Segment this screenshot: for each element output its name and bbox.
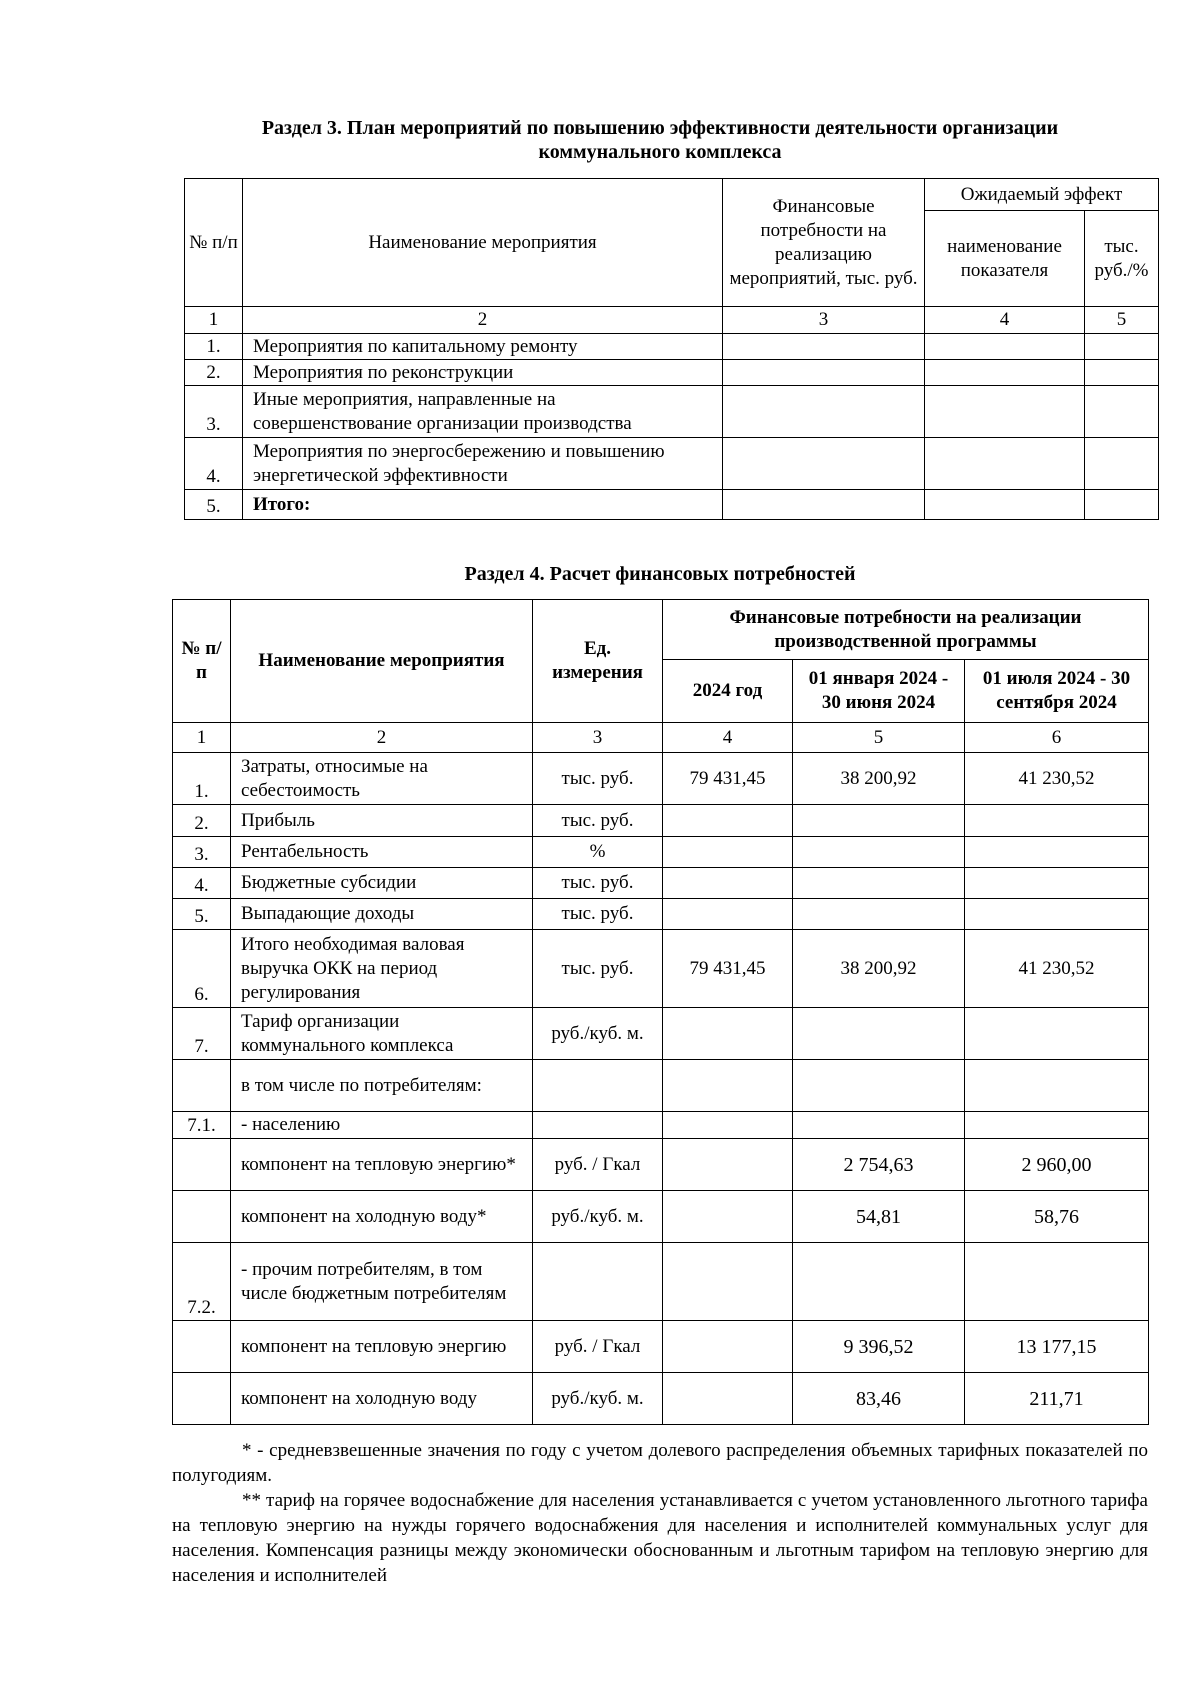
row-unit [533, 1112, 663, 1139]
row-period2-value [965, 837, 1149, 868]
empty-cell [925, 386, 1085, 438]
row-year-value [663, 1321, 793, 1373]
row-unit: тыс. руб. [533, 805, 663, 837]
table-row [185, 360, 1159, 386]
row-name: - прочим потребителям, в том числе бюджетным потребителям [231, 1243, 533, 1321]
row-unit: руб. / Гкал [533, 1321, 663, 1373]
row-name: Прибыль [231, 805, 533, 837]
section3-title-line1: Раздел 3. План мероприятий по повышению эффективности деятельности организации [261, 117, 1059, 139]
empty-cell [925, 438, 1085, 490]
row-name: Мероприятия по капитальному ремонту [243, 334, 723, 360]
row-name: Мероприятия по энергосбережению и повышению энергетической эффективности [243, 438, 723, 490]
s3-header-effect-name: наименование показателя [925, 211, 1085, 307]
table-row [173, 930, 1149, 1008]
s4-colnum: 5 [793, 723, 965, 753]
s3-colnum: 4 [925, 307, 1085, 334]
s4-header-unit: Ед. измерения [533, 600, 663, 723]
row-number [173, 1060, 231, 1112]
row-unit [533, 1243, 663, 1321]
row-number: 1. [173, 753, 231, 805]
table-row [173, 868, 1149, 899]
row-number: 3. [185, 386, 243, 438]
row-number [173, 1191, 231, 1243]
s4-colnum: 3 [533, 723, 663, 753]
row-year-value [663, 1139, 793, 1191]
empty-cell [925, 334, 1085, 360]
row-period1-value [793, 1060, 965, 1112]
table-row [185, 334, 1159, 360]
table-row [173, 837, 1149, 868]
row-period2-value [965, 1243, 1149, 1321]
empty-cell [723, 386, 925, 438]
table-row [185, 386, 1159, 438]
row-period1-value [793, 899, 965, 930]
row-unit: % [533, 837, 663, 868]
table-row [173, 753, 1149, 805]
row-period1-value: 54,81 [793, 1191, 965, 1243]
s4-header-year: 2024 год [663, 660, 793, 723]
row-name: Бюджетные субсидии [231, 868, 533, 899]
empty-cell [1085, 386, 1159, 438]
empty-cell [723, 334, 925, 360]
row-year-value [663, 868, 793, 899]
row-name: компонент на холодную воду* [231, 1191, 533, 1243]
row-period2-value: 41 230,52 [965, 753, 1149, 805]
row-name: Тариф организации коммунального комплекса [231, 1008, 533, 1060]
section4-table [172, 599, 1149, 1425]
footnotes [172, 1438, 1148, 1588]
s3-colnum: 3 [723, 307, 925, 334]
empty-cell [925, 490, 1085, 520]
s3-header-effect: Ожидаемый эффект [925, 179, 1159, 211]
table-row [173, 899, 1149, 930]
row-unit: руб./куб. м. [533, 1373, 663, 1425]
row-number: 2. [173, 805, 231, 837]
s3-header-effect-value: тыс. руб./% [1085, 211, 1159, 307]
row-number: 3. [173, 837, 231, 868]
row-name: в том числе по потребителям: [231, 1060, 533, 1112]
row-year-value [663, 837, 793, 868]
s4-column-numbers [173, 723, 1149, 753]
row-number: 5. [185, 490, 243, 520]
row-unit: тыс. руб. [533, 753, 663, 805]
table-row [173, 1060, 1149, 1112]
row-number: 7.2. [173, 1243, 231, 1321]
row-period2-value: 13 177,15 [965, 1321, 1149, 1373]
table-row [173, 1321, 1149, 1373]
footnote-1: * - средневзвешенные значения по году с учетом долевого распределения объемных тарифных показателей по полугодиям. [172, 1440, 1148, 1486]
empty-cell [723, 360, 925, 386]
s3-header-name: Наименование мероприятия [243, 179, 723, 307]
row-year-value [663, 1112, 793, 1139]
row-unit: тыс. руб. [533, 868, 663, 899]
row-name: - населению [231, 1112, 533, 1139]
row-name: Итого необходимая валовая выручка ОКК на период регулирования [231, 930, 533, 1008]
row-year-value [663, 1243, 793, 1321]
empty-cell [1085, 438, 1159, 490]
row-year-value [663, 1373, 793, 1425]
section4-title: Раздел 4. Расчет финансовых потребностей [464, 563, 856, 585]
row-period1-value [793, 1243, 965, 1321]
row-name: Затраты, относимые на себестоимость [231, 753, 533, 805]
row-year-value [663, 899, 793, 930]
section3-title-line2: коммунального комплекса [538, 141, 782, 163]
row-period1-value [793, 1008, 965, 1060]
s4-header-period1: 01 января 2024 - 30 июня 2024 [793, 660, 965, 723]
table-row [173, 1112, 1149, 1139]
table-row [173, 1139, 1149, 1191]
s4-colnum: 2 [231, 723, 533, 753]
s3-colnum: 1 [185, 307, 243, 334]
row-number: 7.1. [173, 1112, 231, 1139]
s4-colnum: 1 [173, 723, 231, 753]
table-row [173, 1008, 1149, 1060]
row-number [173, 1321, 231, 1373]
row-name: Иные мероприятия, направленные на совершенствование организации производства [243, 386, 723, 438]
footnote-2: ** тариф на горячее водоснабжение для населения устанавливается с учетом установленного льготного тарифа на тепловую энергию на нужды горячего водоснабжения для населения и исполнителей коммунальных услуг для населения. Компенсация разницы между экономически обоснованным и льготным тарифом на тепловую энергию для населения и исполнителей [172, 1490, 1148, 1586]
row-number: 5. [173, 899, 231, 930]
row-number: 4. [173, 868, 231, 899]
s4-header-num: № п/п [173, 600, 231, 723]
row-number: 4. [185, 438, 243, 490]
s3-colnum: 2 [243, 307, 723, 334]
s4-header-period2: 01 июля 2024 - 30 сентября 2024 [965, 660, 1149, 723]
row-period2-value [965, 1008, 1149, 1060]
s4-header-finance: Финансовые потребности на реализации производственной программы [663, 600, 1149, 660]
row-unit: руб./куб. м. [533, 1191, 663, 1243]
row-period2-value [965, 868, 1149, 899]
s3-header-num: № п/п [185, 179, 243, 307]
row-unit: руб./куб. м. [533, 1008, 663, 1060]
row-year-value [663, 1060, 793, 1112]
row-year-value [663, 1191, 793, 1243]
row-period1-value [793, 805, 965, 837]
row-period1-value: 38 200,92 [793, 753, 965, 805]
table-row [173, 805, 1149, 837]
row-name: компонент на тепловую энергию* [231, 1139, 533, 1191]
row-unit: тыс. руб. [533, 899, 663, 930]
row-period2-value: 211,71 [965, 1373, 1149, 1425]
row-period1-value [793, 1112, 965, 1139]
row-period2-value: 58,76 [965, 1191, 1149, 1243]
s3-colnum: 5 [1085, 307, 1159, 334]
row-number: 1. [185, 334, 243, 360]
table-row [173, 1191, 1149, 1243]
row-year-value [663, 805, 793, 837]
section3-table [184, 178, 1159, 520]
s4-colnum: 4 [663, 723, 793, 753]
row-period1-value [793, 837, 965, 868]
table-row [173, 1243, 1149, 1321]
row-period1-value: 83,46 [793, 1373, 965, 1425]
row-period2-value [965, 1112, 1149, 1139]
row-name: компонент на тепловую энергию [231, 1321, 533, 1373]
empty-cell [723, 490, 925, 520]
s4-colnum: 6 [965, 723, 1149, 753]
s4-header-name: Наименование мероприятия [231, 600, 533, 723]
empty-cell [1085, 360, 1159, 386]
empty-cell [1085, 334, 1159, 360]
row-period1-value: 2 754,63 [793, 1139, 965, 1191]
row-year-value: 79 431,45 [663, 753, 793, 805]
s3-column-numbers [185, 307, 1159, 334]
row-number: 7. [173, 1008, 231, 1060]
row-year-value [663, 1008, 793, 1060]
row-name: компонент на холодную воду [231, 1373, 533, 1425]
row-period1-value: 38 200,92 [793, 930, 965, 1008]
row-period1-value [793, 868, 965, 899]
s3-header-finance: Финансовые потребности на реализацию мероприятий, тыс. руб. [723, 179, 925, 307]
row-period2-value [965, 899, 1149, 930]
table-row-total [185, 490, 1159, 520]
row-number: 6. [173, 930, 231, 1008]
empty-cell [1085, 490, 1159, 520]
row-unit: руб. / Гкал [533, 1139, 663, 1191]
row-name: Рентабельность [231, 837, 533, 868]
row-period2-value: 41 230,52 [965, 930, 1149, 1008]
empty-cell [925, 360, 1085, 386]
row-number: 2. [185, 360, 243, 386]
empty-cell [723, 438, 925, 490]
section3-title [190, 116, 1130, 164]
row-period2-value [965, 1060, 1149, 1112]
row-unit [533, 1060, 663, 1112]
row-number [173, 1373, 231, 1425]
row-unit: тыс. руб. [533, 930, 663, 1008]
row-period2-value: 2 960,00 [965, 1139, 1149, 1191]
row-name: Мероприятия по реконструкции [243, 360, 723, 386]
row-name-total: Итого: [243, 490, 723, 520]
row-name: Выпадающие доходы [231, 899, 533, 930]
row-number [173, 1139, 231, 1191]
table-row [173, 1373, 1149, 1425]
row-period1-value: 9 396,52 [793, 1321, 965, 1373]
row-year-value: 79 431,45 [663, 930, 793, 1008]
table-row [185, 438, 1159, 490]
row-period2-value [965, 805, 1149, 837]
